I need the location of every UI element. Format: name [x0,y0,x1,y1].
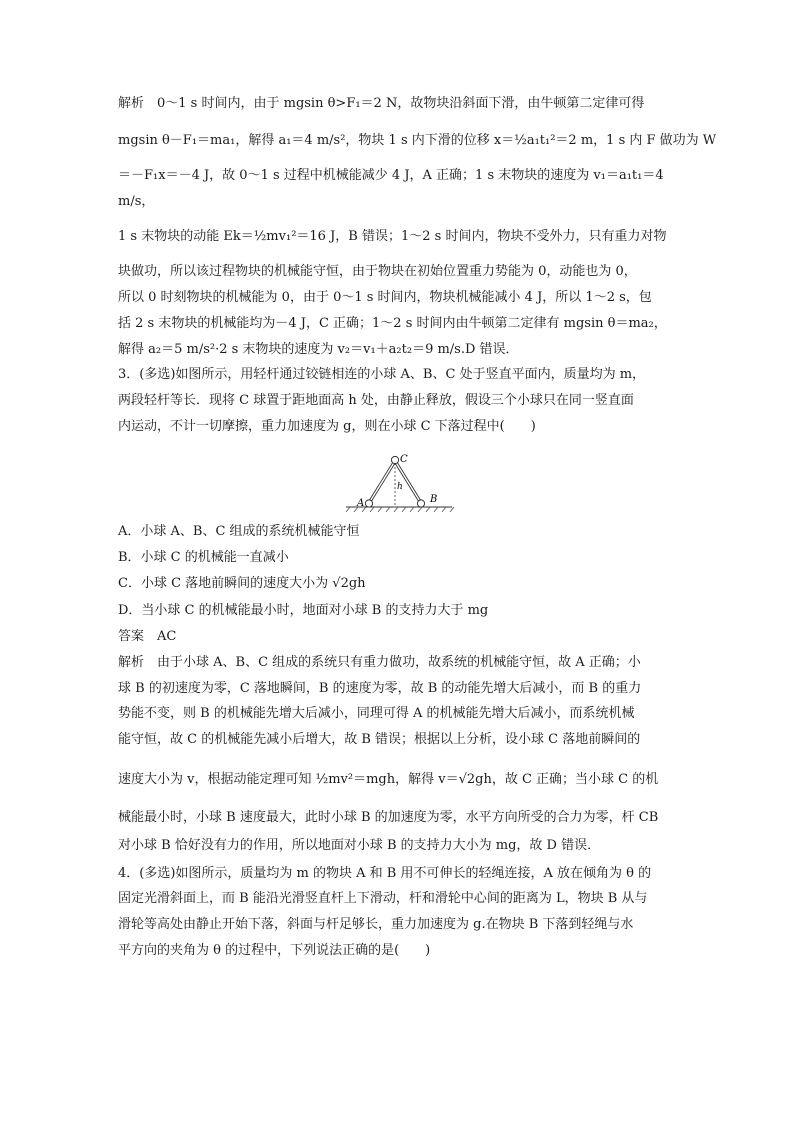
label-h: h [397,482,403,492]
answer-line: 答案 AC [118,629,177,644]
ball-b [417,500,424,507]
text-line-7: 所以 0 时刻物块的机械能为 0，由于 0～1 s 时间内，物块机械能减小 4 J，所以 1～2 s，包 [118,290,652,305]
solution-line-1: 解析 由于小球 A、B、C 组成的系统只有重力做功，故系统的机械能守恒，故 A 正确；小 [118,655,641,670]
option-c: C．小球 C 落地前瞬间的速度大小为 √2gh [118,576,366,591]
text-line-4: m/s， [118,194,155,209]
solution-line-5: 速度大小为 v，根据动能定理可知 ½mv²＝mgh，解得 v＝√2gh，故 C 正确；当小球 C 的机 [118,772,659,787]
question-4-stem-line-2: 固定光滑斜面上，而 B 能沿光滑竖直杆上下滑动，杆和滑轮中心间的距离为 L，物块 B 从与 [118,891,648,906]
text-line-6: 块做功，所以该过程物块的机械能守恒，由于物块在初始位置重力势能为 0，动能也为 0， [118,264,637,279]
ball-a [365,500,372,507]
question-3-stem-line-2: 两段轻杆等长．现将 C 球置于距地面高 h 处，由静止释放，假设三个小球只在同一竖直面 [118,393,634,408]
hinged-rods-diagram [340,451,456,515]
option-a: A．小球 A、B、C 组成的系统机械能守恒 [118,524,360,539]
text-line-3: ＝－F₁x＝－4 J，故 0～1 s 过程中机械能减少 4 J，A 正确；1 s 末物块的速度为 v₁＝a₁t₁＝4 [118,168,664,183]
option-d: D．当小球 C 的机械能最小时，地面对小球 B 的支持力大于 mg [118,603,489,618]
solution-line-3: 势能不变，则 B 的机械能先增大后减小，同理可得 A 的机械能先增大后减小，而系统机械 [118,706,635,721]
solution-line-2: 球 B 的初速度为零，C 落地瞬间，B 的速度为零，故 B 的动能先增大后减小，而 B 的重力 [118,681,642,696]
text-line-8: 括 2 s 末物块的机械能均为－4 J，C 正确；1～2 s 时间内由牛顿第二定律有 mgsin θ＝ma₂， [118,316,667,331]
question-3-stem-line-1: 3．(多选)如图所示，用轻杆通过铰链相连的小球 A、B、C 处于竖直平面内，质量均为 m， [118,367,646,382]
question-4-stem-line-4: 平方向的夹角为 θ 的过程中，下列说法正确的是( ) [118,943,431,958]
solution-line-6: 械能最小时，小球 B 速度最大，此时小球 B 的加速度为零，水平方向所受的合力为零，杆 CB [118,810,659,825]
question-4-stem-line-1: 4．(多选)如图所示，质量均为 m 的物块 A 和 B 用不可伸长的轻绳连接，A 放在倾角为 θ 的 [118,866,652,881]
text-line-2: mgsin θ－F₁＝ma₁，解得 a₁＝4 m/s²，物块 1 s 内下滑的位移 x＝½a₁t₁²＝2 m，1 s 内 F 做功为 W [118,133,717,148]
option-b: B．小球 C 的机械能一直减小 [118,550,289,565]
question-4-stem-line-3: 滑轮等高处由静止开始下落，斜面与杆足够长，重力加速度为 g.在物块 B 下落到轻绳与水 [118,917,634,932]
solution-line-7: 对小球 B 恰好没有力的作用，所以地面对小球 B 的支持力大小为 mg，故 D 错误． [118,838,601,853]
ball-c [391,456,398,463]
text-line-9: 解得 a₂＝5 m/s²·2 s 末物块的速度为 v₂＝v₁＋a₂t₂＝9 m/s.D 错误． [118,342,519,357]
label-a: A [357,498,365,509]
text-line-1: 解析 0～1 s 时间内，由于 mgsin θ>F₁＝2 N，故物块沿斜面下滑，由牛顿第二定律可得 [118,96,645,111]
label-c: C [400,454,408,465]
solution-line-4: 能守恒，故 C 的机械能先减小后增大，故 B 错误；根据以上分析，设小球 C 落地前瞬间的 [118,732,641,747]
text-line-5: 1 s 末物块的动能 Ek＝½mv₁²＝16 J，B 错误；1～2 s 时间内，物块不受外力，只有重力对物 [118,229,667,244]
label-b: B [430,494,438,505]
question-3-stem-line-3: 内运动，不计一切摩擦，重力加速度为 g，则在小球 C 下落过程中( ) [118,419,536,434]
